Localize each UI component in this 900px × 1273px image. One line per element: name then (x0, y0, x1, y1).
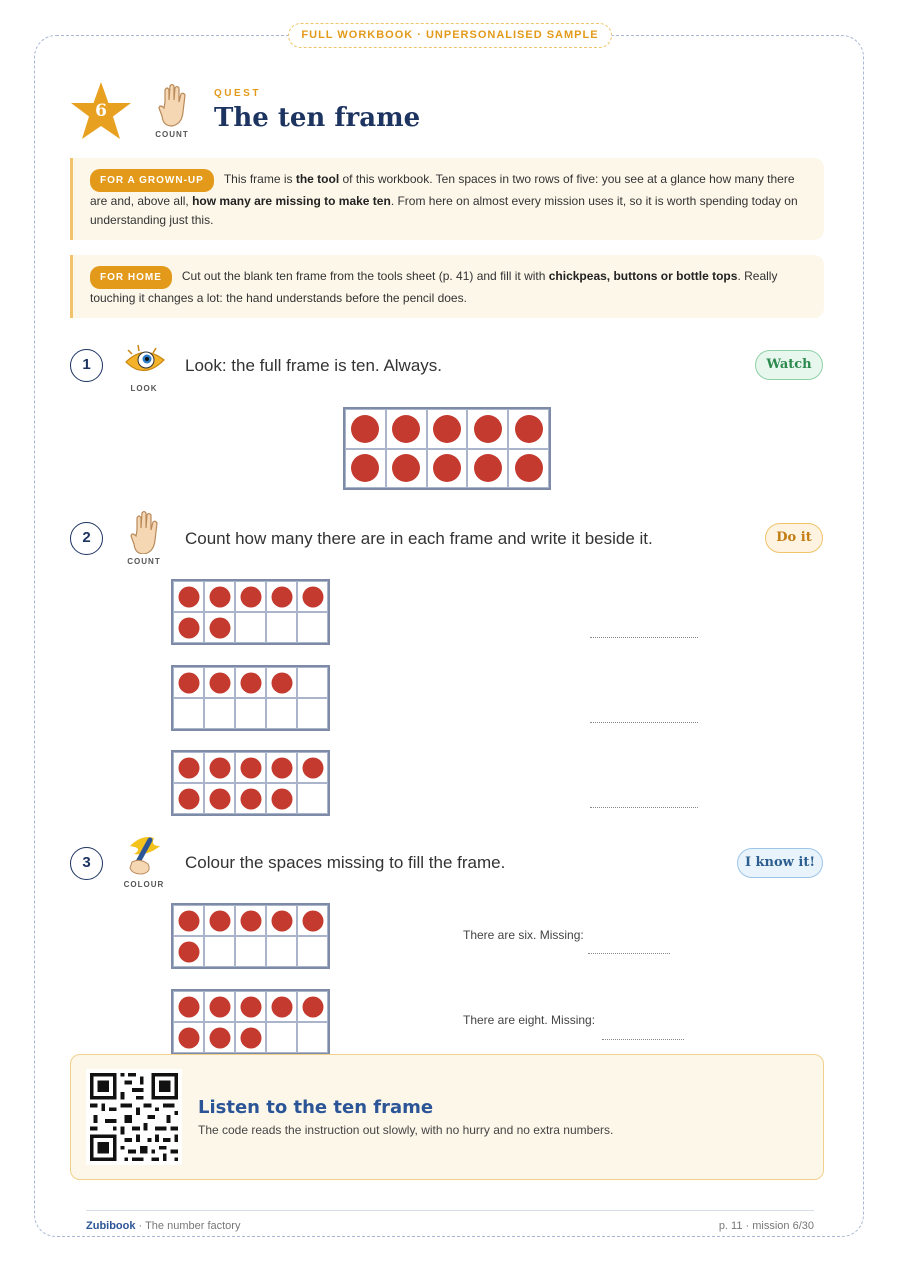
page-title: The ten frame (214, 103, 421, 133)
counter-dot (302, 996, 323, 1017)
note-text: Cut out the blank ten frame from the tools sheet (p. 41) and fill it with (181, 269, 549, 283)
grown-up-note (70, 158, 824, 240)
counter-dot (178, 910, 199, 931)
counter-dot (271, 910, 292, 931)
frame-cell (173, 783, 204, 814)
counter-dot (240, 910, 261, 931)
header-icon-label: COUNT (155, 130, 189, 139)
qr-code-icon[interactable] (86, 1069, 182, 1165)
frame-cell (508, 449, 549, 489)
counter-dot (240, 788, 261, 809)
counter-dot (178, 672, 199, 693)
counter-dot (302, 757, 323, 778)
counter-dot (209, 757, 230, 778)
counter-dot (433, 415, 461, 443)
frame-cell (266, 698, 297, 729)
frame-cell (235, 612, 266, 643)
step-2-number: 2 (70, 522, 103, 555)
frame-cell (297, 581, 328, 612)
frame-cell (297, 612, 328, 643)
frame-cell (173, 667, 204, 698)
footer-brand (86, 1220, 240, 1232)
answer-line[interactable] (590, 722, 698, 723)
counter-dot (392, 415, 420, 443)
frame-cell (204, 581, 235, 612)
frame-cell (266, 581, 297, 612)
frame-cell (235, 991, 266, 1022)
answer-line[interactable] (602, 1039, 684, 1040)
counter-dot (392, 454, 420, 482)
home-note (70, 255, 824, 318)
counter-dot (515, 454, 543, 482)
frame-cell (266, 905, 297, 936)
counter-dot (271, 672, 292, 693)
do-it-tag: Do it (765, 523, 823, 553)
frame-cell (266, 991, 297, 1022)
frame-cell (173, 581, 204, 612)
frame-cell (266, 936, 297, 967)
step-1-icon-label: LOOK (130, 384, 158, 393)
frame-cell (297, 936, 328, 967)
note-emphasis: the tool (295, 172, 340, 186)
counter-dot (178, 586, 199, 607)
frame-cell (266, 667, 297, 698)
counter-dot (271, 996, 292, 1017)
frame-cell (204, 991, 235, 1022)
frame-cell (235, 667, 266, 698)
counter-dot (351, 454, 379, 482)
brand-name: Zubibook (86, 1220, 136, 1232)
counter-dot (178, 617, 199, 638)
counter-dot (474, 454, 502, 482)
frame-cell (173, 612, 204, 643)
mission-number: 6 (95, 101, 107, 121)
colour-crayon-icon (120, 832, 168, 876)
ten-frame (171, 579, 330, 645)
counter-dot (271, 757, 292, 778)
frame-cell (204, 936, 235, 967)
note-emphasis: chickpeas, buttons or bottle tops (548, 269, 738, 283)
counter-dot (178, 788, 199, 809)
ten-frame[interactable] (171, 903, 330, 969)
frame-cell (467, 449, 508, 489)
i-know-it-tag: I know it! (737, 848, 823, 878)
frame-cell (235, 783, 266, 814)
eye-icon (120, 340, 168, 384)
counter-dot (178, 1027, 199, 1048)
counter-dot (474, 415, 502, 443)
counter-dot (209, 617, 230, 638)
frame-cell (204, 752, 235, 783)
book-name: · The number factory (135, 1220, 241, 1232)
frame-cell (235, 752, 266, 783)
frame-cell (173, 698, 204, 729)
counter-dot (209, 910, 230, 931)
counter-dot (209, 996, 230, 1017)
frame-cell (345, 409, 386, 449)
grown-up-pill: FOR A GROWN-UP (90, 169, 214, 192)
frame-cell (386, 449, 427, 489)
frame-cell (173, 752, 204, 783)
qr-subtitle: The code reads the instruction out slowly, with no hurry and no extra numbers. (198, 1123, 614, 1137)
note-text: . Really touching it changes a lot: the hand understands before the pencil does. (90, 269, 778, 305)
step-3-instruction: Colour the spaces missing to fill the frame. (185, 853, 506, 872)
frame-cell (235, 936, 266, 967)
missing-prompt: There are eight. Missing: (463, 1013, 596, 1027)
frame-cell (297, 783, 328, 814)
counter-dot (240, 757, 261, 778)
step-2-icon-label: COUNT (127, 557, 161, 566)
frame-cell (266, 752, 297, 783)
frame-cell (173, 991, 204, 1022)
counter-dot (433, 454, 461, 482)
counter-dot (240, 672, 261, 693)
answer-line[interactable] (588, 953, 670, 954)
note-text: of this workbook. Ten spaces in two rows of five: you see at a glance how many there are and, above all, (90, 172, 795, 208)
ten-frame[interactable] (171, 989, 330, 1055)
counter-dot (271, 586, 292, 607)
ten-frame (171, 665, 330, 731)
counter-dot (178, 996, 199, 1017)
sample-banner: FULL WORKBOOK · UNPERSONALISED SAMPLE (288, 23, 612, 48)
frame-cell (345, 449, 386, 489)
counter-dot (209, 672, 230, 693)
frame-cell (204, 783, 235, 814)
frame-cell (508, 409, 549, 449)
hand-count-icon (152, 82, 194, 132)
frame-cell (266, 783, 297, 814)
watch-tag: Watch (755, 350, 823, 380)
frame-cell (427, 409, 468, 449)
ten-frame (171, 750, 330, 816)
frame-cell (204, 1022, 235, 1053)
counter-dot (178, 941, 199, 962)
counter-dot (271, 788, 292, 809)
qr-title: Listen to the ten frame (198, 1097, 434, 1118)
note-text: This frame is (223, 172, 296, 186)
answer-line[interactable] (590, 807, 698, 808)
frame-cell (173, 905, 204, 936)
note-text: . From here on almost every mission uses it, so it is worth spending today on understanding just this. (90, 194, 798, 227)
frame-cell (235, 698, 266, 729)
frame-cell (297, 698, 328, 729)
answer-line[interactable] (590, 637, 698, 638)
frame-cell (467, 409, 508, 449)
missing-prompt: There are six. Missing: (463, 928, 584, 942)
counter-dot (209, 788, 230, 809)
frame-cell (173, 936, 204, 967)
hand-count-icon (120, 510, 168, 554)
frame-cell (297, 1022, 328, 1053)
audio-qr-box (70, 1054, 824, 1180)
frame-cell (427, 449, 468, 489)
frame-cell (173, 1022, 204, 1053)
step-2-instruction: Count how many there are in each frame and write it beside it. (185, 529, 653, 548)
step-1-instruction: Look: the full frame is ten. Always. (185, 356, 443, 375)
counter-dot (209, 1027, 230, 1048)
counter-dot (240, 586, 261, 607)
counter-dot (351, 415, 379, 443)
page-number: p. 11 · mission 6/30 (718, 1220, 814, 1232)
counter-dot (240, 1027, 261, 1048)
frame-cell (297, 905, 328, 936)
counter-dot (178, 757, 199, 778)
step-3-icon-label: COLOUR (123, 880, 165, 889)
counter-dot (515, 415, 543, 443)
note-emphasis: how many are missing to make ten (192, 194, 391, 208)
counter-dot (302, 586, 323, 607)
frame-cell (235, 905, 266, 936)
frame-cell (266, 1022, 297, 1053)
counter-dot (209, 586, 230, 607)
frame-cell (204, 905, 235, 936)
frame-cell (235, 1022, 266, 1053)
counter-dot (302, 910, 323, 931)
frame-cell (204, 698, 235, 729)
counter-dot (240, 996, 261, 1017)
frame-cell (204, 612, 235, 643)
frame-cell (266, 612, 297, 643)
frame-cell (235, 581, 266, 612)
frame-cell (297, 667, 328, 698)
frame-cell (297, 991, 328, 1022)
ten-frame-full (343, 407, 551, 490)
step-3-number: 3 (70, 847, 103, 880)
quest-kicker: QUEST (214, 88, 261, 99)
step-1-number: 1 (70, 349, 103, 382)
home-pill: FOR HOME (90, 266, 172, 289)
frame-cell (386, 409, 427, 449)
frame-cell (204, 667, 235, 698)
frame-cell (297, 752, 328, 783)
footer-divider (86, 1210, 814, 1211)
